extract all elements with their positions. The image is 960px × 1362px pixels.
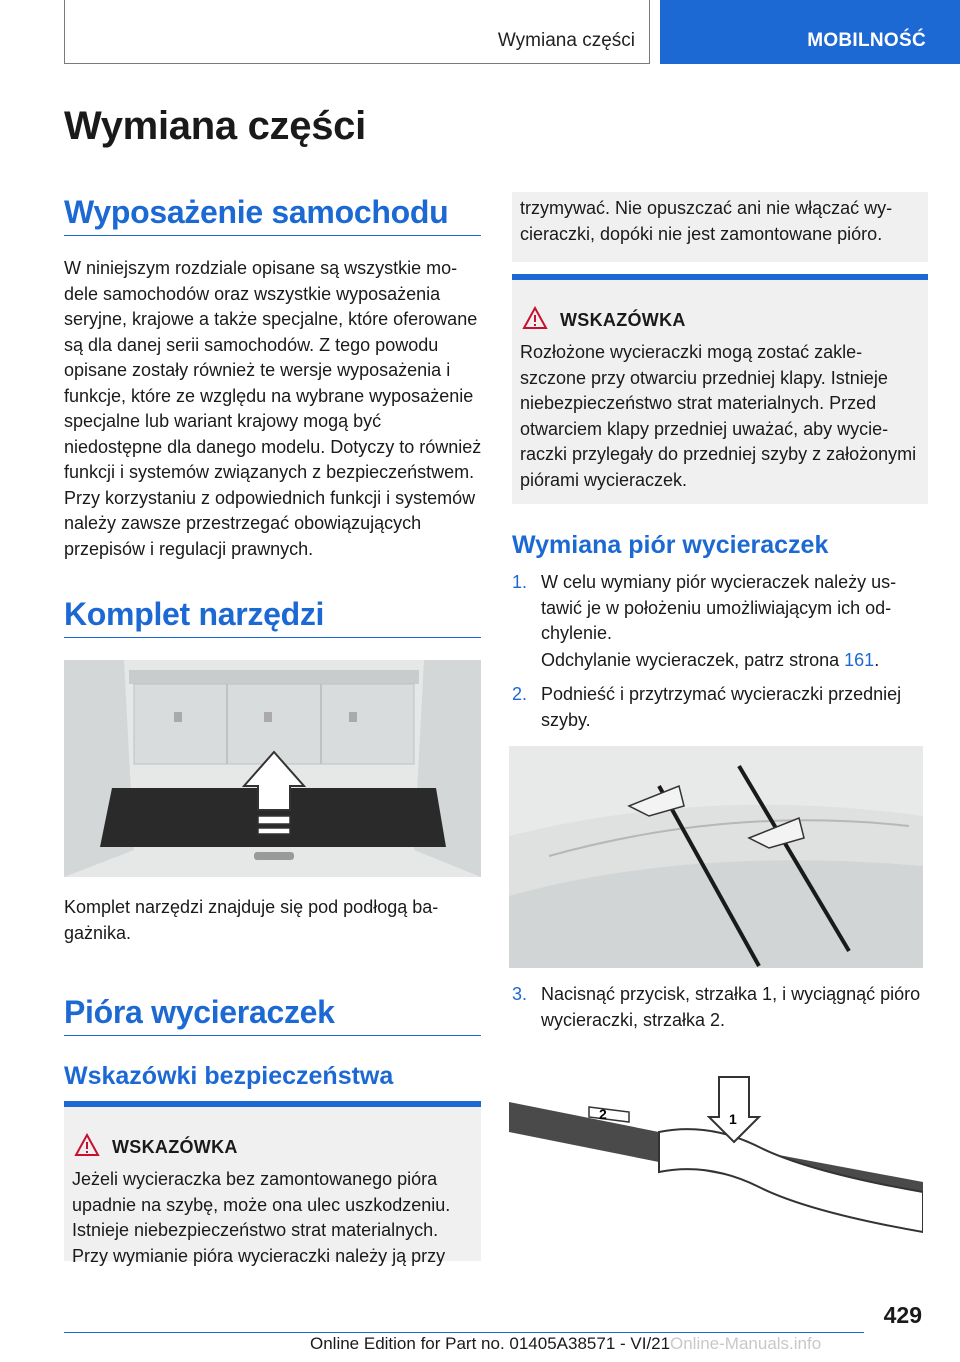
arrow-2-label: 2 xyxy=(599,1106,607,1122)
subsection-title-replace-blades: Wymiana piór wycieraczek xyxy=(512,531,829,559)
arrow-1-label: 1 xyxy=(729,1111,737,1127)
header-section-title: Wymiana części xyxy=(497,30,635,51)
step-1-number: 1. xyxy=(512,572,528,592)
footer-divider xyxy=(64,1332,864,1333)
step-1-reference-prefix: Odchylanie wycieraczek, patrz strona xyxy=(541,650,845,670)
section-title-toolkit: Komplet narzędzi xyxy=(64,596,481,638)
step-3-number: 3. xyxy=(512,984,528,1004)
step-2-text: Podnieść i przytrzymać wycieraczki przedniej szyby. xyxy=(541,684,902,730)
warning-triangle-icon xyxy=(74,1133,100,1157)
wiper-raise-illustration xyxy=(509,746,923,968)
header-chapter-label: MOBILNOŚĆ xyxy=(807,30,926,51)
warning-note-1-body-continued: trzymywać. Nie opuszczać ani nie włączać wycieraczki, dopóki nie jest zamontowane pióro. xyxy=(520,198,893,244)
subsection-title-safety: Wskazówki bezpieczeństwa xyxy=(64,1062,394,1090)
trunk-toolkit-image xyxy=(64,660,481,877)
trunk-illustration xyxy=(64,660,481,877)
step-3-text: Nacisnąć przycisk, strzałka 1, i wyciągnąć pióro wycieraczki, strzałka 2. xyxy=(541,984,921,1030)
section-title-equipment: Wyposażenie samochodu xyxy=(64,194,481,236)
watermark: Online-Manuals.info xyxy=(670,1334,822,1353)
step-1-reference xyxy=(541,648,931,674)
warning-note-2-body: Rozłożone wycieraczki mogą zostać zakleszczone przy otwarciu przedniej klapy. Istnieje niebezpieczeństwo strat materialnych. Przed otwarciem klapy przedniej uważać, aby wycieraczki przylegały do przedniej szyby z założonymi piórami wycieraczek. xyxy=(520,342,917,490)
warning-note-1-label: WSKAZÓWKA xyxy=(112,1137,238,1157)
warning-note-1-body: Jeżeli wycieraczka bez zamontowanego pióra upadnie na szybę, może ona ulec uszkodzeniu. Istnieje niebezpieczeństwo strat materialnych. Przy wymianie pióra wycieraczki należy ją przy xyxy=(72,1169,451,1266)
wiper-blade-illustration xyxy=(509,1062,923,1262)
equipment-body: W niniejszym rozdziale opisane są wszystkie modele samochodów oraz wszystkie wyposażenia seryjne, krajowe a także specjalne, które oferowane są dla danej serii samochodów. Z tego powodu opisane zostały również te wersje wyposażenia i funkcje, które ze względu na wybrane wyposażenie specjalne lub wariant krajowy mogą być niedostępne dla danego modelu. Dotyczy to również funkcji i systemów związanych z bezpieczeństwem. Przy korzystaniu z odpowiednich funkcji i systemów należy zawsze przestrzegać obowiązujących przepisów i regulacji prawnych. xyxy=(64,258,482,559)
step-1-reference-suffix: . xyxy=(874,650,880,670)
warning-note-2-label: WSKAZÓWKA xyxy=(560,310,686,330)
step-2-number: 2. xyxy=(512,684,528,704)
page-number: 429 xyxy=(883,1302,922,1328)
step-1-text: W celu wymiany piór wycieraczek należy ustawić je w położeniu umożliwiającym ich odchylenie. xyxy=(541,572,897,643)
toolkit-caption: Komplet narzędzi znajduje się pod podłogą bagażnika. xyxy=(64,897,439,943)
warning-note-2 xyxy=(512,274,928,504)
wiper-blade-removal-image xyxy=(509,1062,923,1262)
step-2 xyxy=(512,682,930,734)
header-section-box xyxy=(64,0,650,64)
warning-note-1-continued xyxy=(512,192,928,262)
wiper-raise-image xyxy=(509,746,923,968)
section-title-wipers: Pióra wycieraczek xyxy=(64,994,481,1036)
warning-note-1 xyxy=(64,1101,481,1266)
header-chapter-tab[interactable] xyxy=(660,0,960,64)
step-3 xyxy=(512,982,930,1034)
page-title: Wymiana części xyxy=(64,104,366,148)
warning-triangle-icon xyxy=(522,306,548,330)
footer-edition: Online Edition for Part no. 01405A38571 - VI/21 xyxy=(310,1334,671,1353)
page-link-161[interactable]: 161 xyxy=(844,650,875,670)
